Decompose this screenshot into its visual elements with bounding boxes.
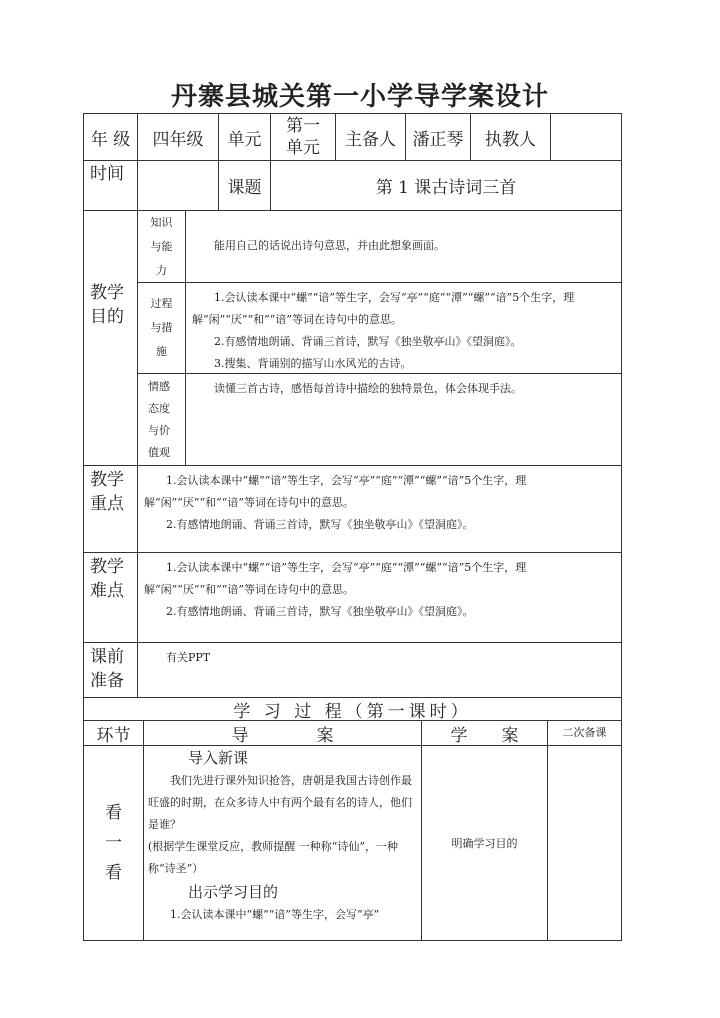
heading-intro: 导入新课 [188, 749, 249, 767]
time-label: 时间 [83, 160, 138, 211]
key-points-label: 教学重点 [83, 465, 138, 553]
column-header-stage: 环节 [83, 720, 144, 746]
time-value [137, 160, 219, 211]
key-point-line: 1.会认读本课中“螺”“谙”等生字，会写“亭”“庭”“潭”“螺”“谙”5个生字，理解“闲”“厌”“和”“谙”等词在诗句中的意思。 [144, 474, 527, 509]
emotion-label: 情感态度与价值观 [137, 373, 186, 466]
stage-student-plan: 明确学习目的 [421, 745, 548, 941]
stage-teacher-plan [143, 745, 422, 941]
grade-value: 四年级 [137, 113, 219, 161]
objectives-label: 教学目的 [83, 210, 138, 466]
process-line: 3.搜集、背诵别的描写山水风光的古诗。 [214, 357, 412, 370]
teacher-label: 执教人 [470, 113, 551, 161]
prep-line: 有关PPT [166, 651, 211, 664]
document-title: 丹寨县城关第一小学导学案设计 [170, 82, 549, 112]
intro-paragraph: 我们先进行课外知识抢答，唐朝是我国古诗创作最旺盛的时期，在众多诗人中有两个最有名的诗人，他们是谁？ [148, 774, 412, 831]
main-preparer-label: 主备人 [335, 113, 406, 161]
difficulties-label: 教学难点 [83, 552, 138, 643]
difficulty-line: 2.有感情地朗诵、背诵三首诗，默写《独坐敬亭山》《望洞庭》。 [166, 605, 474, 618]
key-points-text [137, 465, 622, 553]
emotion-text [185, 373, 622, 466]
knowledge-text [185, 210, 622, 283]
knowledge-line: 能用自己的话说出诗句意思，并由此想象画面。 [214, 239, 445, 252]
key-point-line: 2.有感情地朗诵、背诵三首诗，默写《独坐敬亭山》《望洞庭》。 [166, 518, 474, 531]
process-line: 2.有感情地朗诵、背诵三首诗，默写《独坐敬亭山》《望洞庭》。 [214, 335, 522, 348]
column-header-student-plan: 学 案 [421, 720, 548, 746]
topic-value: 第 1 课古诗词三首 [270, 160, 622, 211]
knowledge-label: 知识与能力 [137, 210, 186, 283]
objective-paragraph: 1.会认读本课中“螺”“谙”等生字，会写“亭” [170, 908, 380, 921]
stage-label: 看一看 [83, 745, 144, 941]
unit-value: 第一单元 [270, 113, 336, 161]
stage-second-prep [547, 745, 622, 941]
unit-label: 单元 [218, 113, 271, 161]
process-header: 学 习 过 程（第一课时） [83, 697, 622, 721]
grade-label: 年 级 [83, 113, 138, 161]
column-header-second-prep: 二次备课 [547, 720, 622, 746]
process-line: 1.会认读本课中“螺”“谙”等生字，会写“亭”“庭”“潭”“螺”“谙”5个生字，理解“闲”“厌”“和”“谙”等词在诗句中的意思。 [192, 291, 575, 326]
process-text [185, 282, 622, 374]
heading-objectives: 出示学习目的 [188, 883, 279, 901]
hint-paragraph: (根据学生课堂反应，教师提醒 一种称“诗仙”，一种称“诗圣”） [148, 840, 399, 875]
topic-label: 课题 [218, 160, 271, 211]
emotion-line: 读懂三首古诗，感悟每首诗中描绘的独特景色，体会体现手法。 [214, 382, 522, 395]
main-preparer-value: 潘正琴 [405, 113, 471, 161]
prep-label: 课前准备 [83, 642, 138, 698]
process-label: 过程与措施 [137, 282, 186, 374]
teacher-value [550, 113, 622, 161]
difficulty-line: 1.会认读本课中“螺”“谙”等生字，会写“亭”“庭”“潭”“螺”“谙”5个生字，理解“闲”“厌”“和”“谙”等词在诗句中的意思。 [144, 561, 527, 596]
column-header-teacher-plan: 导 案 [143, 720, 422, 746]
prep-text [137, 642, 622, 698]
difficulties-text [137, 552, 622, 643]
